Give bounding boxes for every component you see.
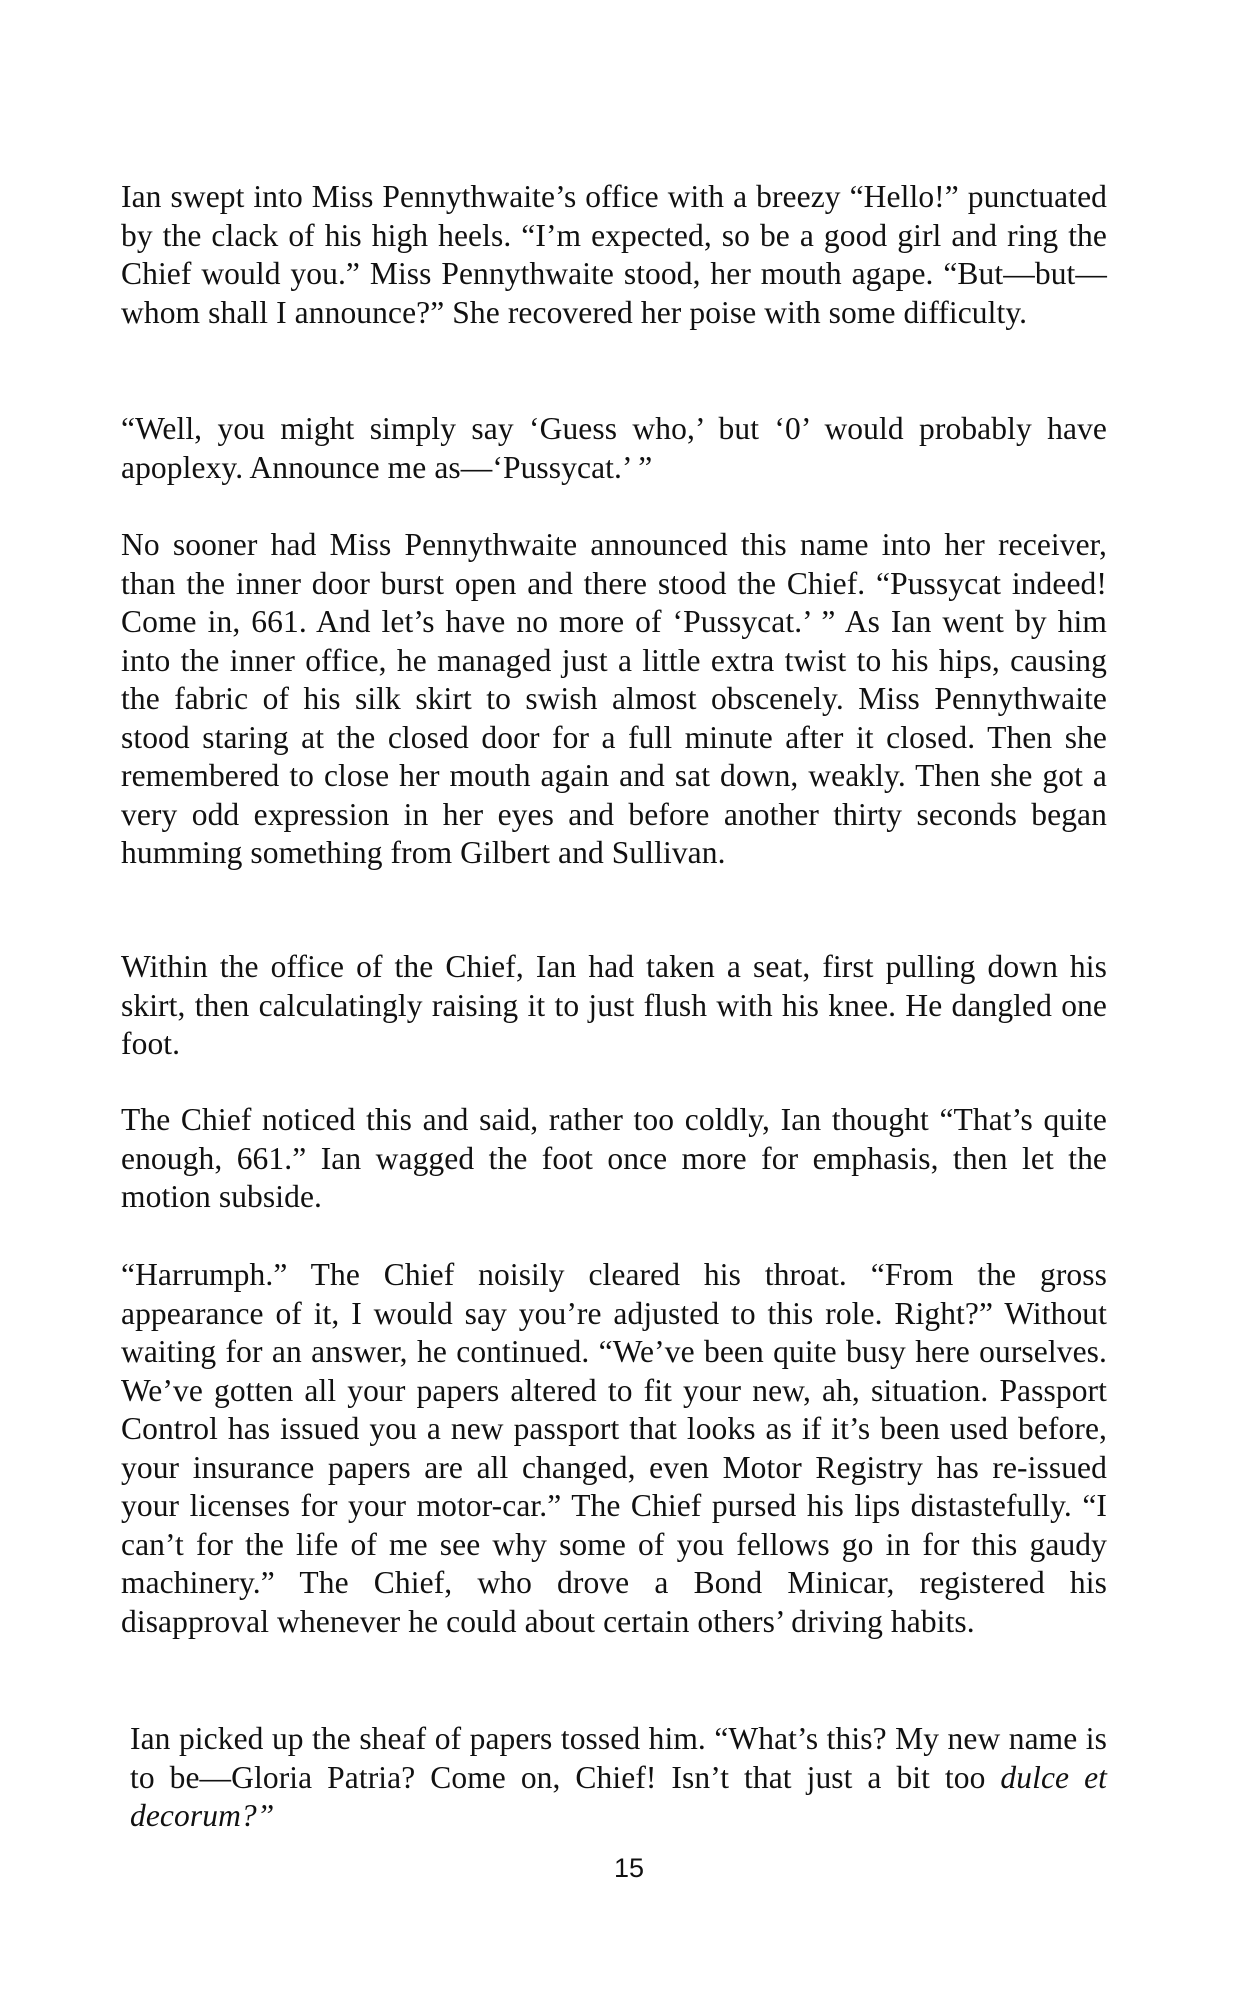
paragraph-text [130,1720,1107,1836]
paragraph-2 [121,410,1107,487]
paragraph-text-italic: dulce et decorum?” [130,1759,1107,1833]
paragraph-1 [121,178,1107,332]
page-number: 15 [613,1853,645,1883]
paragraph-text: Ian swept into Miss Pennythwaite’s office with a breezy “Hello!” punctuated by the clack of his high heels. “I’m expected, so be a good girl and ring the Chief would you.” Miss Pennythwaite stood, her mouth agape. “But—but—whom shall I announce?” She recovered her poise with some difficulty. [121,179,1107,330]
paragraph-3 [121,526,1107,873]
paragraph-6 [121,1256,1107,1641]
paragraph-text: “Harrumph.” The Chief noisily cleared his throat. “From the gross appearance of it, I would say you’re adjusted to this role. Right?” Without waiting for an answer, he continued. “We’ve been quite busy here ourselves. We’ve gotten all your papers altered to fit your new, ah, situation. Passport Control has issued you a new passport that looks as if it’s been used before, your insurance papers are all changed, even Motor Registry has re-issued your licenses for your motor-car.” The Chief pursed his lips distastefully. “I can’t for the life of me see why some of you fellows go in for this gaudy machinery.” The Chief, who drove a Bond Minicar, registered his disapproval whenever he could about certain others’ driving habits. [121,1257,1107,1639]
paragraph-text-roman: Ian picked up the sheaf of papers tossed him. “What’s this? My new name is to be—Gloria Patria? Come on, Chief! Isn’t that just a bit too [130,1721,1107,1795]
paragraph-text: No sooner had Miss Pennythwaite announced this name into her receiver, than the inner door burst open and there stood the Chief. “Pussycat indeed! Come in, 661. And let’s have no more of ‘Pussycat.’ ” As Ian went by him into the inner office, he managed just a little extra twist to his hips, causing the fabric of his silk skirt to swish almost obscenely. Miss Pennythwaite stood staring at the closed door for a full minute after it closed. Then she remembered to close her mouth again and sat down, weakly. Then she got a very odd expression in her eyes and before another thirty seconds began humming something from Gilbert and Sullivan. [121,527,1107,870]
paragraph-4 [121,948,1107,1064]
paragraph-5 [121,1101,1107,1217]
paragraph-text: The Chief noticed this and said, rather too coldly, Ian thought “That’s quite enough, 661.” Ian wagged the foot once more for emphasis, then let the motion subside. [121,1102,1107,1214]
paragraph-text: “Well, you might simply say ‘Guess who,’ but ‘0’ would probably have apoplexy. Announce me as—‘Pussycat.’ ” [121,411,1107,485]
paragraph-7 [130,1720,1107,1836]
paragraph-text: Within the office of the Chief, Ian had taken a seat, first pulling down his skirt, then calculatingly raising it to just flush with his knee. He dangled one foot. [121,949,1107,1061]
